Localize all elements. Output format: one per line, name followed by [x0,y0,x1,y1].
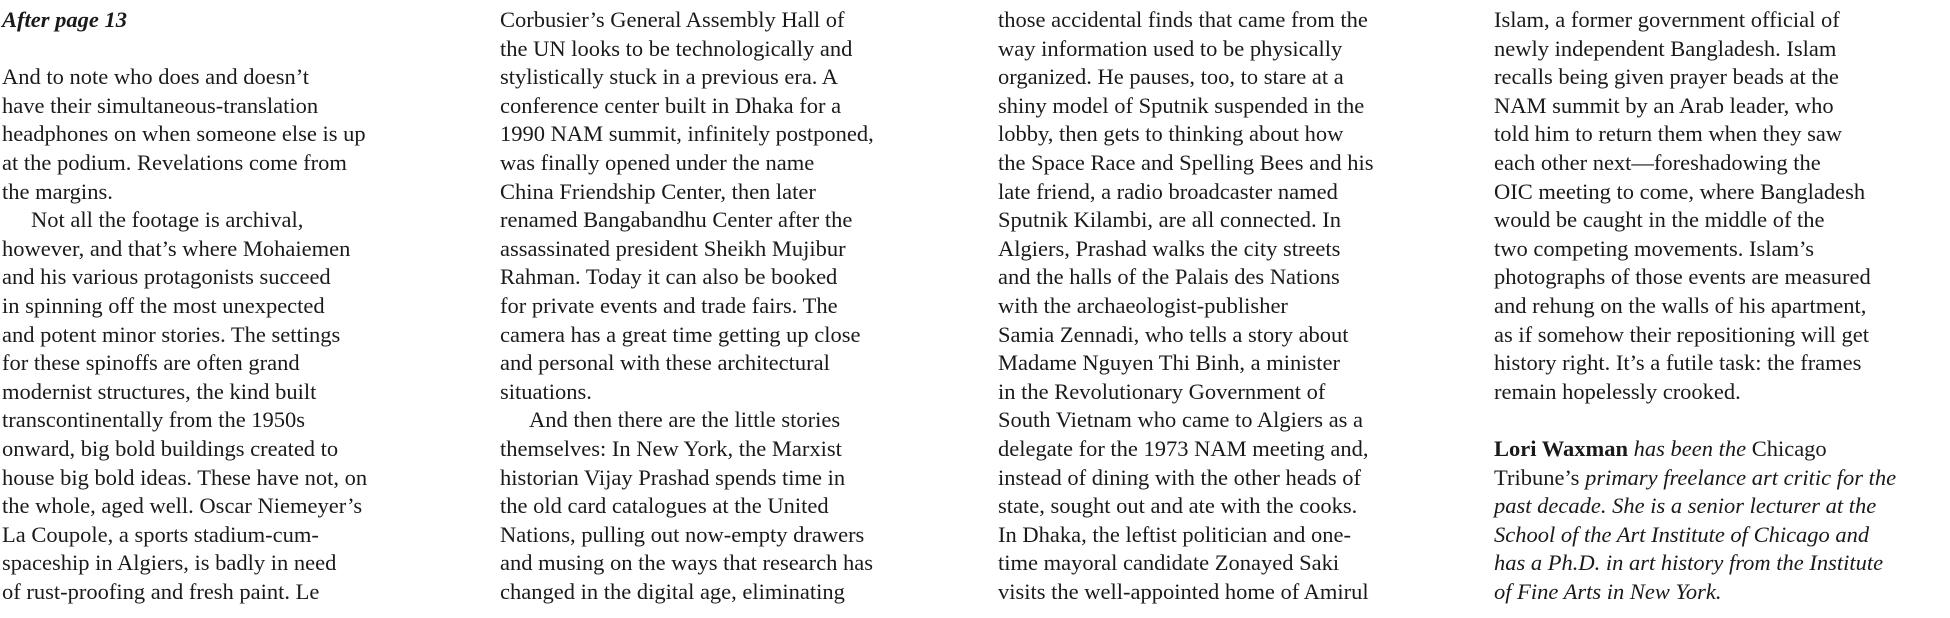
text-line: of rust-proofing and fresh paint. Le [2,578,320,604]
text-line: history right. It’s a futile task: the frames [1494,350,1862,376]
text-line: And then there are the little stories [529,407,841,433]
text-line: would be caught in the middle of the [1494,207,1825,233]
text-line: organized. He pauses, too, to stare at a [998,64,1344,90]
text-line: way information used to be physically [998,35,1343,61]
text-line: photographs of those events are measured [1494,264,1871,290]
text-line: have their simultaneous-translation [2,92,319,118]
bio-line: School of the Art Institute of Chicago and [1494,521,1870,547]
text-line: with the archaeologist-publisher [998,292,1288,318]
text-line: In Dhaka, the leftist politician and one- [998,521,1352,547]
text-line: renamed Bangabandhu Center after the [500,207,853,233]
text-line: however, and that’s where Mohaiemen [2,235,351,261]
paragraph-gap [2,35,472,64]
text-line: OIC meeting to come, where Bangladesh [1494,178,1866,204]
text-line: visits the well-appointed home of Amirul [998,578,1369,604]
text-line: conference center built in Dhaka for a [500,92,842,118]
bio-line: of Fine Arts in New York. [1494,578,1722,604]
text-line: in spinning off the most unexpected [2,292,325,318]
text-line: Sputnik Kilambi, are all connected. In [998,207,1342,233]
bio-text: has been the [1633,435,1747,461]
bio-line: past decade. She is a senior lecturer at the [1494,493,1877,519]
text-line: China Friendship Center, then later [500,178,816,204]
text-line: onward, big bold buildings created to [2,435,339,461]
text-line: Samia Zennadi, who tells a story about [998,321,1349,347]
text-line: Islam, a former government official of [1494,7,1840,32]
text-line: for these spinoffs are often grand [2,350,300,376]
text-line: the old card catalogues at the United [500,493,829,519]
text-line: state, sought out and ate with the cooks. [998,493,1358,519]
text-line: transcontinentally from the 1950s [2,407,306,433]
text-line: and his various protagonists succeed [2,264,331,290]
text-line: spaceship in Algiers, is badly in need [2,550,337,576]
text-line: and musing on the ways that research has [500,550,874,576]
text-line: delegate for the 1973 NAM meeting and, [998,435,1369,461]
text-line: and rehung on the walls of his apartment, [1494,292,1867,318]
text-line: each other next—foreshadowing the [1494,149,1821,175]
text-line: Algiers, Prashad walks the city streets [998,235,1341,261]
text-line: the UN looks to be technologically and [500,35,853,61]
text-line: those accidental finds that came from the [998,7,1368,32]
text-line: 1990 NAM summit, infinitely postponed, [500,121,874,147]
text-line: and personal with these architectural [500,350,830,376]
text-line: house big bold ideas. These have not, on [2,464,368,490]
text-line: headphones on when someone else is up [2,121,366,147]
text-line: the margins. [2,178,113,204]
text-line: modernist structures, the kind built [2,378,317,404]
text-line: shiny model of Sputnik suspended in the [998,92,1365,118]
text-line: and potent minor stories. The settings [2,321,341,347]
text-line: as if somehow their repositioning will get [1494,321,1869,347]
text-column-2 [500,6,970,606]
text-line: and the halls of the Palais des Nations [998,264,1340,290]
text-line: for private events and trade fairs. The [500,292,838,318]
bio-line: has a Ph.D. in art history from the Institute [1494,550,1884,576]
text-line: changed in the digital age, eliminating [500,578,845,604]
text-line: situations. [500,378,592,404]
text-line: Nations, pulling out now-empty drawers [500,521,865,547]
bio-line [1494,464,1950,493]
text-line: was finally opened under the name [500,149,815,175]
text-line: stylistically stuck in a previous era. A [500,64,839,90]
author-name: Lori Waxman [1494,435,1628,461]
text-line: lobby, then gets to thinking about how [998,121,1344,147]
text-line: late friend, a radio broadcaster named [998,178,1338,204]
text-line: remain hopelessly crooked. [1494,378,1741,404]
text-column-3 [998,6,1468,606]
text-line: instead of dining with the other heads of [998,464,1362,490]
text-line: the whole, aged well. Oscar Niemeyer’s [2,493,363,519]
text-line: La Coupole, a sports stadium-cum- [2,521,319,547]
text-line: newly independent Bangladesh. Islam [1494,35,1837,61]
bio-line [1494,435,1950,464]
text-column-4 [1494,6,1950,606]
text-line: historian Vijay Prashad spends time in [500,464,846,490]
text-line: Corbusier’s General Assembly Hall of [500,7,845,32]
text-line: themselves: In New York, the Marxist [500,435,842,461]
section-heading: After page 13 [2,7,127,32]
author-bio [1494,435,1950,607]
text-line: camera has a great time getting up close [500,321,861,347]
text-line: Rahman. Today it can also be booked [500,264,838,290]
text-line: Madame Nguyen Thi Binh, a minister [998,350,1341,376]
text-line: told him to return them when they saw [1494,121,1843,147]
text-line: NAM summit by an Arab leader, who [1494,92,1834,118]
bio-text: primary freelance art critic for the [1585,464,1897,490]
text-line: South Vietnam who came to Algiers as a [998,407,1364,433]
text-line: the Space Race and Spelling Bees and his [998,149,1374,175]
text-line: assassinated president Sheikh Mujibur [500,235,846,261]
text-line: And to note who does and doesn’t [2,64,310,90]
text-line: recalls being given prayer beads at the [1494,64,1839,90]
text-line: Not all the footage is archival, [31,207,304,233]
text-line: in the Revolutionary Government of [998,378,1326,404]
text-line: time mayoral candidate Zonayed Saki [998,550,1340,576]
publication-name: Tribune’s [1494,464,1580,490]
text-line: two competing movements. Islam’s [1494,235,1814,261]
text-column-1 [2,6,472,606]
paragraph-gap [1494,406,1950,435]
text-line: at the podium. Revelations come from [2,149,347,175]
publication-name: Chicago [1751,435,1827,461]
